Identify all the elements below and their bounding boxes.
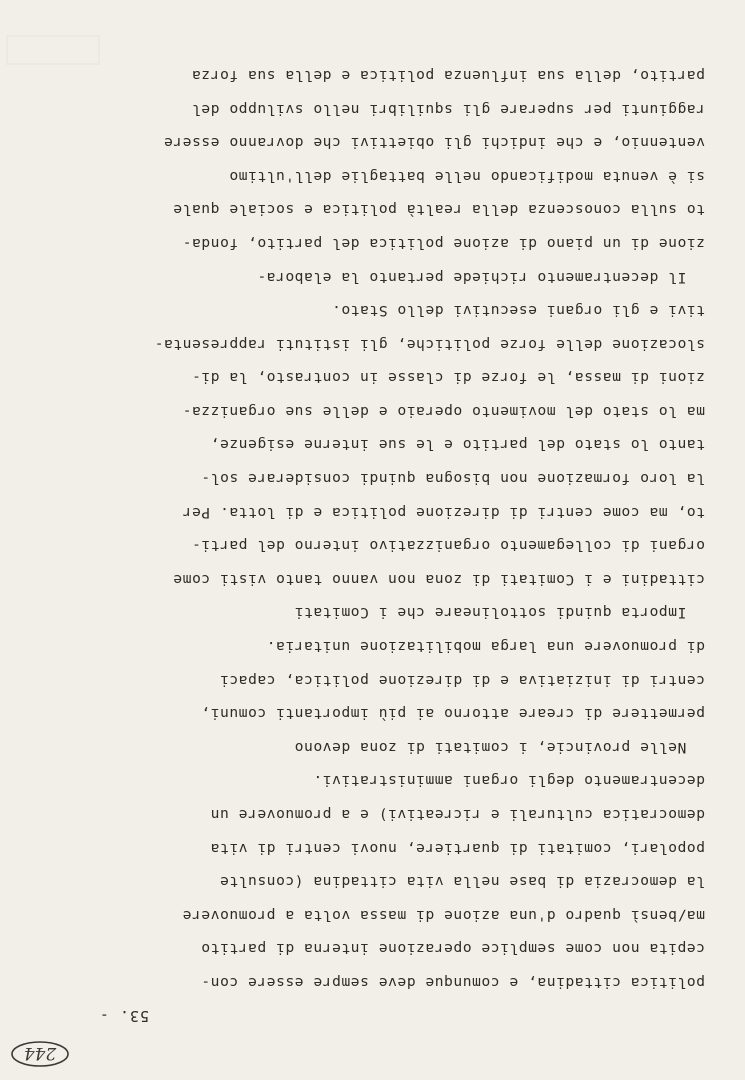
- text-line: to sulla conoscenza della realtà politica e sociale quale: [172, 201, 705, 219]
- text-line: la loro formazione non bisogna quindi considerare sol-: [200, 470, 705, 488]
- text-line: permettere di creare attorno ai più importanti comuni,: [200, 705, 705, 723]
- text-line: Nelle provincie, i comitati di zona devono: [294, 738, 705, 756]
- text-line: di promuovere una larga mobilitazione unitaria.: [266, 638, 705, 656]
- text-line: democratica culturali e ricreativi) e a promuovere un: [210, 806, 705, 824]
- typewritten-text: [49, 58, 705, 999]
- text-line: zioni di massa, le forze di classe in contrasto, la di-: [191, 369, 705, 387]
- text-line: Il decentramento richiede pertanto la elabora-: [256, 268, 705, 286]
- text-line: ma lo stato del movimento operaio e delle sue organizza-: [182, 402, 705, 420]
- text-line: tivi e gli organi esecutivi dello Stato.: [331, 302, 705, 320]
- page-number: 53. -: [98, 1007, 149, 1025]
- text-line: partito, della sua influenza politica e della sua forza: [191, 66, 705, 84]
- text-line: decentramento degli organi amministrativi.: [312, 772, 705, 790]
- text-line: slocazione delle forze politiche, gli istituti rappresenta-: [154, 335, 705, 353]
- text-line: Importa quindi sottolineare che i Comitati: [294, 604, 705, 622]
- text-line: ma/bensì quadro d'una azione di massa volta a promuovere: [182, 906, 705, 924]
- text-line: organi di collegamento organizzativo interno del parti-: [191, 537, 705, 555]
- text-line: la democrazia di base nella vita cittadina (consulte: [219, 873, 705, 891]
- text-line: cepita non come semplice operazione interna di partito: [200, 940, 705, 958]
- handwritten-page-number: [8, 1039, 72, 1069]
- text-line: raggiunti per superare gli squilibri nello sviluppo del: [191, 100, 705, 118]
- text-line: tanto lo stato del partito e le sue interne esigenze,: [210, 436, 705, 454]
- text-line: cittadini e i Comitati di zona non vanno tanto visti come: [172, 570, 705, 588]
- text-line: si è venuta modificando nelle battaglie dell'ultimo: [228, 167, 705, 185]
- text-line: to, ma come centri di direzione politica e di lotta. Per: [182, 503, 705, 521]
- text-line: popolari, comitati di quartiere, nuovi centri di vita: [210, 839, 705, 857]
- text-line: centri di iniziativa e di direzione politica, capaci: [219, 671, 705, 689]
- archive-watermark: [3, 30, 103, 70]
- text-line: politica cittadina, e comunque deve sempre essere con-: [200, 974, 705, 991]
- svg-text:244: 244: [23, 1043, 57, 1063]
- text-line: zione di un piano di azione politica del partito, fonda-: [182, 234, 705, 252]
- text-line: ventennio, e che indichi gli obiettivi che dovranno essere: [163, 134, 705, 152]
